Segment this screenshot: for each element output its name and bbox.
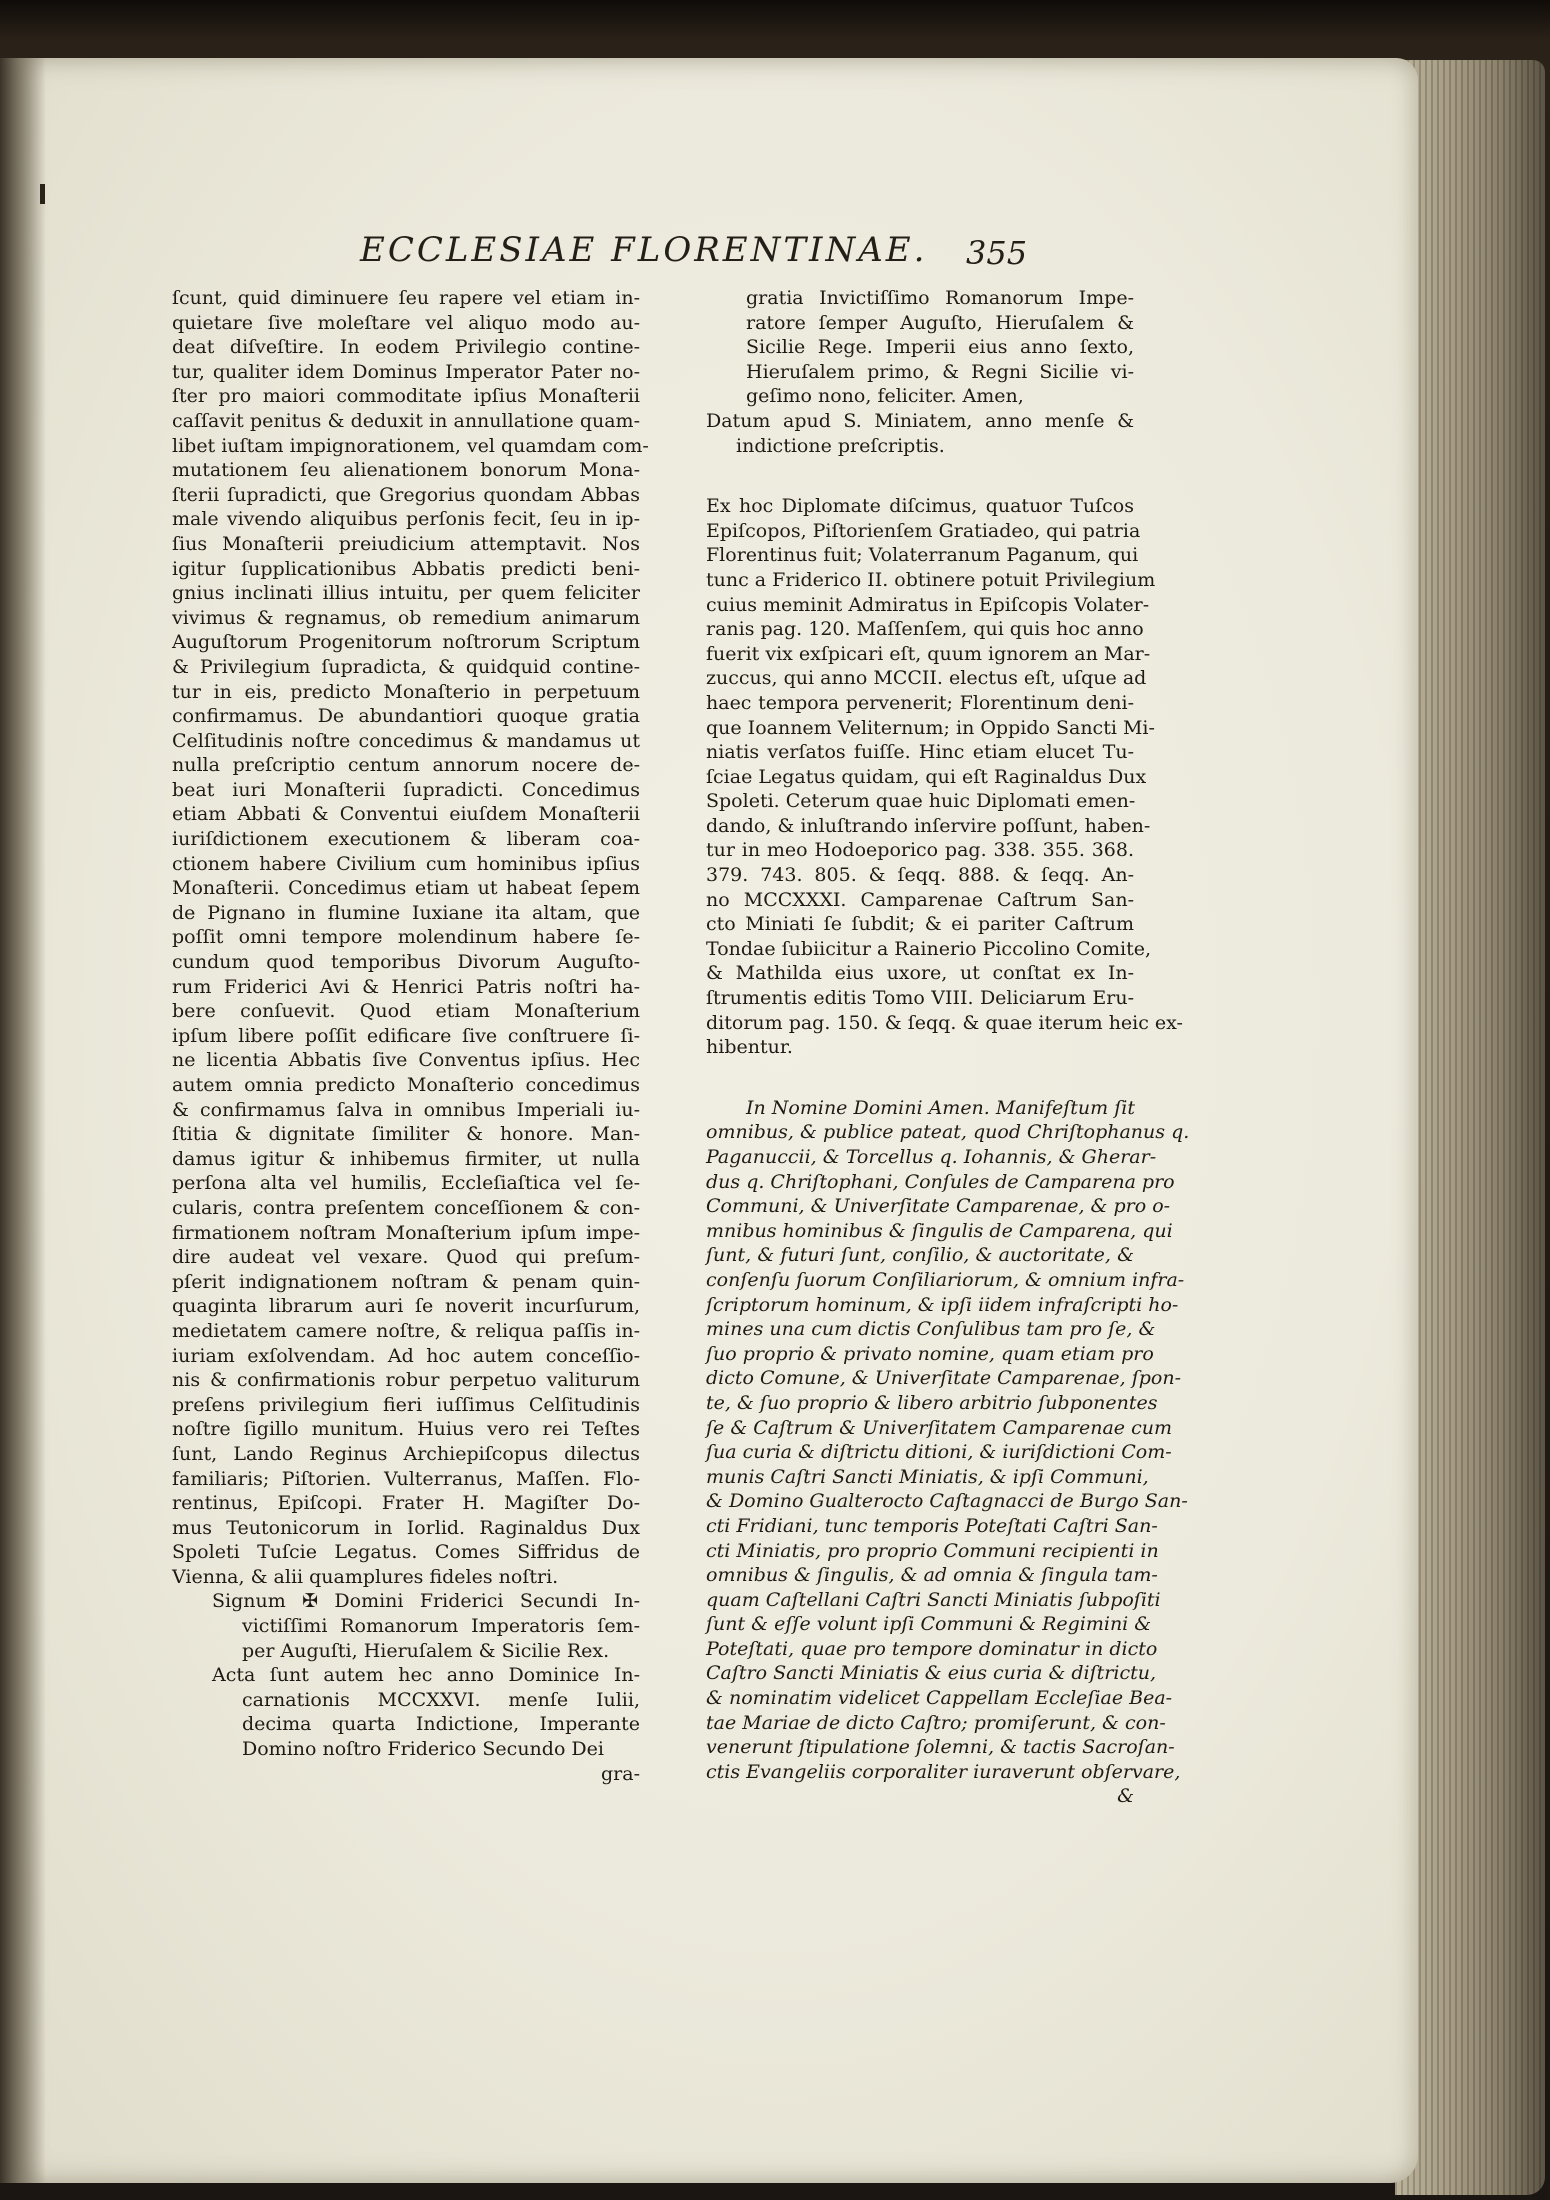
text-line: iuriam exſolvendam. Ad hoc autem conceſſio- [172,1344,640,1367]
spine-shadow [0,58,46,2183]
running-title: ECCLESIAE FLORENTINAE. [360,230,928,270]
text-line: & confirmamus ſalva in omnibus Imperiali iu- [172,1098,640,1121]
text-line: mines una cum dictis Conſulibus tam pro ſe, & [706,1318,1156,1341]
text-line: ſunt, Lando Reginus Archiepiſcopus dilectus [172,1442,640,1465]
text-line: per Auguſti, Hieruſalem & Sicilie Rex. [242,1639,610,1662]
text-line: Ex hoc Diplomate diſcimus, quatuor Tuſcos [706,495,1134,518]
text-line: cuius meminit Admiratus in Epiſcopis Volater- [706,593,1150,616]
text-line: tur in eis, predicto Monaſterio in perpetuum [172,680,640,703]
text-line: haec tempora pervenerit; Florentinum deni- [706,691,1134,714]
text-line: te, & ſuo proprio & libero arbitrio ſubponentes [706,1391,1158,1414]
text-line: cularis, contra preſentem conceſſionem & con- [172,1196,640,1219]
text-line: damus igitur & inhibemus firmiter, ut nulla [172,1147,640,1170]
text-line: noſtre ſigillo munitum. Huius vero rei Teſtes [172,1418,640,1441]
text-line: ſtrumentis editis Tomo VIII. Deliciarum Eru- [706,987,1134,1010]
text-line: rum Friderici Avi & Henrici Patris noſtri ha- [172,975,640,998]
text-line: ſcunt, quid diminuere ſeu rapere vel etiam in- [172,287,640,309]
text-line: ſcriptorum hominum, & ipſi iidem infraſcripti ho- [706,1293,1179,1316]
text-line: cto Miniati ſe ſubdit; & ei pariter Caſtrum [706,913,1134,936]
text-line: Monaſterii. Concedimus etiam ut habeat ſepem [172,877,640,900]
text-line: Poteſtati, quae pro tempore dominatur in dicto [706,1637,1158,1660]
right-catchword: & [1117,1785,1134,1808]
text-line: que Ioannem Veliternum; in Oppido Sancti Mi- [706,716,1155,739]
text-line: familiaris; Piſtorien. Vulterranus, Maſſen. Flo- [172,1467,640,1490]
text-line: de Pignano in flumine Iuxiane ita altam, que [172,901,640,924]
text-line: Domino noſtro Friderico Secundo Dei [242,1738,604,1761]
text-line: Signum ✠ Domini Friderici Secundi In- [212,1590,640,1613]
text-line: Epiſcopos, Piſtorienſem Gratiadeo, qui patria [706,519,1141,542]
text-line: tunc a Friderico II. obtinere potuit Privilegium [706,568,1156,591]
text-line: quietare ſive moleſtare vel aliquo modo au- [172,311,640,334]
left-catchword: gra- [601,1762,640,1785]
text-line: Spoleti. Ceterum quae huic Diplomati emen- [706,790,1136,813]
text-line: mnibus hominibus & ſingulis de Camparena, qui [706,1219,1173,1242]
text-line: Florentinus fuit; Volaterranum Paganum, qui [706,544,1139,567]
text-line: nis & confirmationis robur perpetuo valiturum [172,1369,640,1392]
text-line: gratia Invictiſſimo Romanorum Impe- [746,287,1134,309]
text-line: zuccus, qui anno MCCII. electus eſt, uſque ad [706,667,1147,690]
text-line: preſens privilegium fieri iuſſimus Celſitudinis [172,1393,640,1416]
text-line: ipſum libere poſſit edificare ſive conſtruere ſi- [172,1024,640,1047]
text-line: munis Caſtri Sancti Miniatis, & ipſi Communi, [706,1465,1149,1488]
text-line: ſter pro maiori commoditate ipſius Monaſterii [172,385,640,408]
text-line: Celſitudinis noſtre concedimus & mandamus ut [172,729,640,752]
text-line: Caſtro Sancti Miniatis & eius curia & diſtrictu, [706,1662,1157,1685]
text-line: Vienna, & alii quamplures fideles noſtri. [172,1565,559,1588]
text-line: cti Fridiani, tunc temporis Poteſtati Caſtri San- [706,1514,1158,1537]
text-line: pſerit indignationem noſtram & penam quin- [172,1270,640,1293]
text-line: etiam Abbati & Conventui eiuſdem Monaſterii [172,803,640,826]
text-line: dando, & inluſtrando inſervire poſſunt, haben- [706,814,1151,837]
text-line: dicto Comune, & Univerſitate Camparenae, ſpon- [706,1367,1181,1390]
text-line: mus Teutonicorum in Iorlid. Raginaldus Dux [172,1516,640,1539]
text-line: ctionem habere Civilium cum hominibus ipſius [172,852,640,875]
text-line: quaginta librarum auri ſe noverit incurſurum, [172,1295,640,1318]
text-line: tur in meo Hodoeporico pag. 338. 355. 368. [706,839,1134,862]
text-line: geſimo nono, feliciter. Amen, [746,385,1024,408]
text-line: male vivendo aliquibus perſonis fecit, ſeu in ip- [172,508,640,531]
instrument-text [706,1096,1190,1785]
right-continuation-block [706,286,1134,409]
text-line: omnibus & ſingulis, & ad omnia & ſingula tam- [706,1564,1158,1587]
text-line: no MCCXXXI. Camparenae Caſtrum San- [706,888,1134,911]
text-line: perſona alta vel humilis, Eccleſiaſtica vel ſe- [172,1172,640,1195]
text-line: tae Mariae de dicto Caſtro; promiſerunt, & con- [706,1711,1166,1734]
left-body-text [172,286,649,1589]
text-line: indictione preſcriptis. [736,434,945,457]
text-line: vivimus & regnamus, ob remedium animarum [172,606,640,629]
text-line: & Mathilda eius uxore, ut conſtat ex In- [706,962,1134,985]
text-line: Hieruſalem primo, & Regni Sicilie vi- [746,360,1134,383]
text-line: Paganuccii, & Torcellus q. Iohannis, & Gherar- [706,1146,1157,1168]
text-line: dire audeat vel vexare. Quod qui preſum- [172,1246,640,1269]
text-line: dus q. Chriſtophani, Conſules de Camparena pro [706,1170,1175,1193]
text-line: Datum apud S. Miniatem, anno menſe & [706,409,1134,432]
text-line: ditorum pag. 150. & ſeqq. & quae iterum heic ex- [706,1011,1183,1034]
text-line: iuriſdictionem executionem & liberam coa- [172,828,640,851]
text-line: omnibus, & publice pateat, quod Chriſtophanus q. [706,1121,1190,1144]
text-line: autem omnia predicto Monaſterio concedimus [172,1074,640,1096]
text-line: Acta ſunt autem hec anno Dominice In- [212,1664,640,1687]
text-line: victiſſimi Romanorum Imperatoris ſem- [242,1615,640,1638]
commentary-paragraph [706,494,1183,1060]
text-line: caſſavit penitus & deduxit in annullatione quam- [172,409,640,432]
text-line: confirmamus. De abundantiori quoque gratia [172,705,640,728]
text-line: beat iuri Monaſterii ſupradicti. Concedimus [172,778,640,801]
text-line: mutationem ſeu alienationem bonorum Mona- [172,459,640,482]
text-line: ſtitia & dignitate ſimiliter & honore. Man- [172,1123,640,1146]
text-line: bere conſuevit. Quod etiam Monaſterium [172,1000,640,1023]
text-line: ſuo proprio & privato nomine, quam etiam pro [706,1342,1154,1365]
text-line: ſunt & eſſe volunt ipſi Communi & Regimini & [706,1613,1152,1636]
text-line: fuerit vix exſpicari eſt, quum ignorem an Mar- [706,642,1151,665]
text-line: ſunt, & futuri ſunt, conſilio, & auctoritate, & [706,1244,1134,1267]
text-line: & Privilegium ſupradicta, & quidquid contine- [172,655,640,678]
text-line: tur, qualiter idem Dominus Imperator Pater no- [172,360,640,383]
text-line: libet iuſtam impignorationem, vel quamdam com- [172,434,649,457]
text-line: nulla preſcriptio centum annorum nocere de- [172,754,640,777]
text-line: gnius inclinati illius intuitu, per quem feliciter [172,582,640,605]
text-line: ctis Evangeliis corporaliter iuraverunt obſervare, [706,1760,1181,1783]
text-line: ſterii ſupradicti, que Gregorius quondam Abbas [172,483,640,506]
text-line: poſſit omni tempore molendinum habere ſe- [172,926,640,949]
signum-block [172,1589,640,1663]
text-line: rentinus, Epiſcopi. Frater H. Magiſter Do- [172,1492,640,1515]
text-line: decima quarta Indictione, Imperante [242,1713,640,1736]
text-line: ſe & Caſtrum & Univerſitatem Camparenae cum [706,1416,1172,1439]
text-line: Communi, & Univerſitate Camparenae, & pro o- [706,1195,1171,1218]
text-line: In Nomine Domini Amen. Manifeſtum ſit [746,1096,1135,1119]
text-line: ne licentia Abbatis ſive Conventus ipſius. Hec [172,1049,640,1072]
text-line: Auguſtorum Progenitorum noſtrorum Scriptum [172,631,640,654]
datum-block [706,409,1134,458]
text-line: 379. 743. 805. & ſeqq. 888. & ſeqq. An- [706,864,1134,887]
text-line: firmationem noſtram Monaſterium ipſum impe- [172,1221,640,1244]
text-line: & Domino Gualterocto Caſtagnacci de Burgo San- [706,1490,1188,1513]
text-line: venerunt ſtipulatione ſolemni, & tactis Sacroſan- [706,1736,1175,1759]
text-line: ſius Monaſterii preiudicium attemptavit. Nos [172,532,640,555]
text-line: igitur ſupplicationibus Abbatis predicti beni- [172,557,640,580]
page-number: 355 [966,234,1028,272]
text-line: ſua curia & diſtrictu ditioni, & iuriſdictioni Com- [706,1441,1172,1464]
text-line: hibentur. [706,1036,793,1059]
text-line: Spoleti Tuſcie Legatus. Comes Siffridus de [172,1541,640,1564]
text-line: ranis pag. 120. Maſſenſem, qui quis hoc anno [706,618,1144,641]
right-column [706,286,1190,1809]
text-line: cundum quod temporibus Divorum Auguſto- [172,951,640,974]
text-line: carnationis MCCXXVI. menſe Iulii, [242,1688,640,1711]
text-line: & nominatim videlicet Cappellam Eccleſiae Bea- [706,1687,1173,1710]
text-line: deat diſveſtire. In eodem Privilegio contine- [172,336,640,359]
text-line: medietatem camere noſtre, & reliqua paſſis in- [172,1319,640,1342]
text-line: quam Caſtellani Caſtri Sancti Miniatis ſubpoſiti [706,1588,1161,1611]
text-line: cti Miniatis, pro proprio Communi recipienti in [706,1539,1159,1562]
text-line: ratore ſemper Auguſto, Hieruſalem & [746,311,1134,334]
left-column [172,286,649,1786]
margin-mark [40,184,45,204]
text-line: conſenſu ſuorum Conſiliariorum, & omnium infra- [706,1268,1185,1291]
text-line: Sicilie Rege. Imperii eius anno ſexto, [746,336,1134,359]
text-line: ſciae Legatus quidam, qui eſt Raginaldus Dux [706,765,1147,788]
acta-block [172,1663,640,1761]
text-line: Tondae ſubiicitur a Rainerio Piccolino Comite, [706,937,1152,960]
text-line: niatis verſatos fuiſſe. Hinc etiam elucet Tu- [706,741,1134,764]
